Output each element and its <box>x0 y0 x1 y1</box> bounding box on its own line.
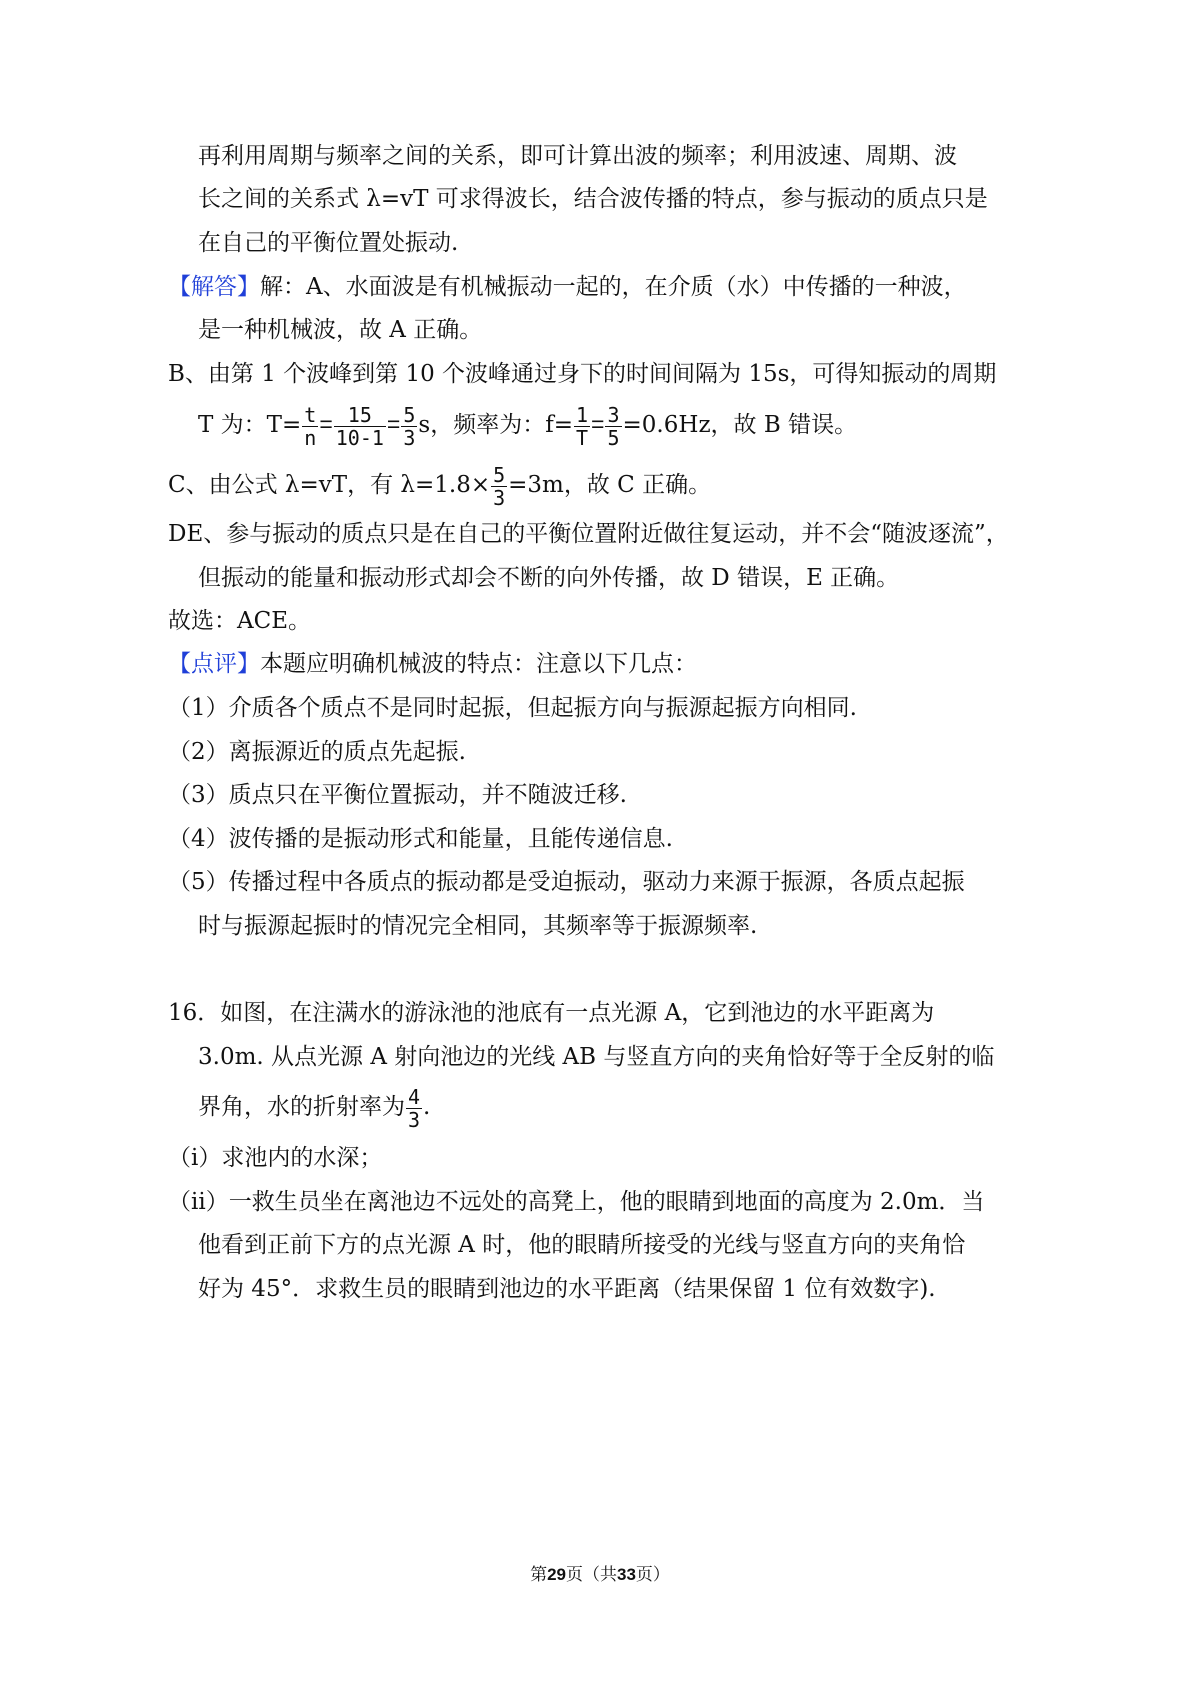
answer-b-line-2 <box>198 397 857 451</box>
question-16-part-ii-line-1: （ii）一救生员坐在离池边不远处的高凳上，他的眼睛到地面的高度为 2.0m．当 <box>168 1189 985 1215</box>
question-16-line-3 <box>198 1080 430 1134</box>
fraction-t-over-n <box>302 404 318 449</box>
footer-middle: 页（共 <box>566 1565 617 1585</box>
comment-point-2: （2）离振源近的质点先起振. <box>168 739 466 765</box>
fraction-denominator: 5 <box>607 425 620 450</box>
comment-intro-line <box>168 649 697 679</box>
fraction-denominator: n <box>304 425 317 450</box>
fraction-denominator: 3 <box>493 485 506 510</box>
footer-total-pages: 33 <box>617 1565 636 1584</box>
fraction-1-over-t <box>574 404 590 449</box>
fraction-numerator: 5 <box>403 402 416 427</box>
answer-choice: 故选：ACE。 <box>168 608 311 634</box>
fraction-4-over-3 <box>406 1086 422 1131</box>
fraction-15-over-9 <box>334 404 386 449</box>
fraction-denominator: 3 <box>403 425 416 450</box>
fraction-numerator: 3 <box>607 402 620 427</box>
comment-point-5-line-1: （5）传播过程中各质点的振动都是受迫振动，驱动力来源于振源，各质点起振 <box>168 869 965 895</box>
equals-sign: = <box>591 411 605 437</box>
comment-tag: 【点评】 <box>168 651 260 677</box>
fraction-denominator: T <box>576 425 589 450</box>
analysis-line-3: 在自己的平衡位置处振动. <box>198 230 459 256</box>
answer-b-line-1: B、由第 1 个波峰到第 10 个波峰通过身下的时间间隔为 15s，可得知振动的周期 <box>168 361 997 387</box>
period-mark: . <box>423 1094 431 1120</box>
fraction-numerator: 4 <box>408 1084 421 1109</box>
comment-point-5-line-2: 时与振源起振时的情况完全相同，其频率等于振源频率. <box>198 913 758 939</box>
equals-sign: = <box>386 411 401 437</box>
footer-page-number: 29 <box>547 1565 566 1584</box>
fraction-5-over-3 <box>491 464 507 509</box>
analysis-line-1: 再利用周期与频率之间的关系，即可计算出波的频率；利用波速、周期、波 <box>198 143 957 169</box>
fraction-numerator: 15 <box>334 404 386 427</box>
refractive-index-label: 界角，水的折射率为 <box>198 1094 405 1120</box>
answer-de-line-1: DE、参与振动的质点只是在自己的平衡位置附近做往复运动，并不会“随波逐流”， <box>168 521 1009 547</box>
formula-text: C、由公式 λ=vT，有 λ=1.8× <box>168 472 491 498</box>
comment-intro: 本题应明确机械波的特点：注意以下几点： <box>260 651 697 677</box>
answer-c-line <box>168 458 711 512</box>
fraction-5-over-3 <box>401 404 417 449</box>
question-16-part-i: （i）求池内的水深； <box>168 1145 383 1171</box>
question-16-line-1: 16．如图，在注满水的游泳池的池底有一点光源 A，它到池边的水平距离为 <box>168 1000 935 1026</box>
answer-a-line-1 <box>168 272 967 302</box>
analysis-line-2: 长之间的关系式 λ=vT 可求得波长，结合波传播的特点，参与振动的质点只是 <box>198 186 988 212</box>
answer-de-line-2: 但振动的能量和振动形式却会不断的向外传播，故 D 错误，E 正确。 <box>198 565 900 591</box>
fraction-numerator: t <box>304 402 317 427</box>
frequency-result: =0.6Hz，故 B 错误。 <box>622 412 858 438</box>
answer-a-text: 解：A、水面波是有机械振动一起的，在介质（水）中传播的一种波， <box>260 274 967 300</box>
page-footer <box>0 1560 1200 1585</box>
fraction-3-over-5 <box>605 404 621 449</box>
comment-point-3: （3）质点只在平衡位置振动，并不随波迁移. <box>168 782 627 808</box>
fraction-denominator: 10-1 <box>335 425 384 450</box>
frequency-label: s，频率为：f= <box>418 412 573 438</box>
fraction-denominator: 3 <box>408 1107 421 1132</box>
footer-prefix: 第 <box>530 1565 548 1585</box>
fraction-numerator: 5 <box>493 462 506 487</box>
fraction-numerator: 1 <box>576 402 589 427</box>
question-16-part-ii-line-3: 好为 45°．求救生员的眼睛到池边的水平距离（结果保留 1 位有效数字). <box>198 1276 936 1302</box>
answer-a-line-2: 是一种机械波，故 A 正确。 <box>198 317 483 343</box>
equals-sign: = <box>319 411 333 437</box>
answer-tag: 【解答】 <box>168 274 260 300</box>
comment-point-4: （4）波传播的是振动形式和能量，且能传递信息. <box>168 826 673 852</box>
period-label: T 为：T= <box>198 412 302 438</box>
question-16-part-ii-line-2: 他看到正前下方的点光源 A 时，他的眼睛所接受的光线与竖直方向的夹角恰 <box>198 1232 966 1258</box>
question-16-line-2: 3.0m. 从点光源 A 射向池边的光线 AB 与竖直方向的夹角恰好等于全反射的临 <box>198 1044 995 1070</box>
wavelength-result: =3m，故 C 正确。 <box>508 472 712 498</box>
comment-point-1: （1）介质各个质点不是同时起振，但起振方向与振源起振方向相同. <box>168 695 857 721</box>
footer-suffix: 页） <box>635 1565 670 1585</box>
